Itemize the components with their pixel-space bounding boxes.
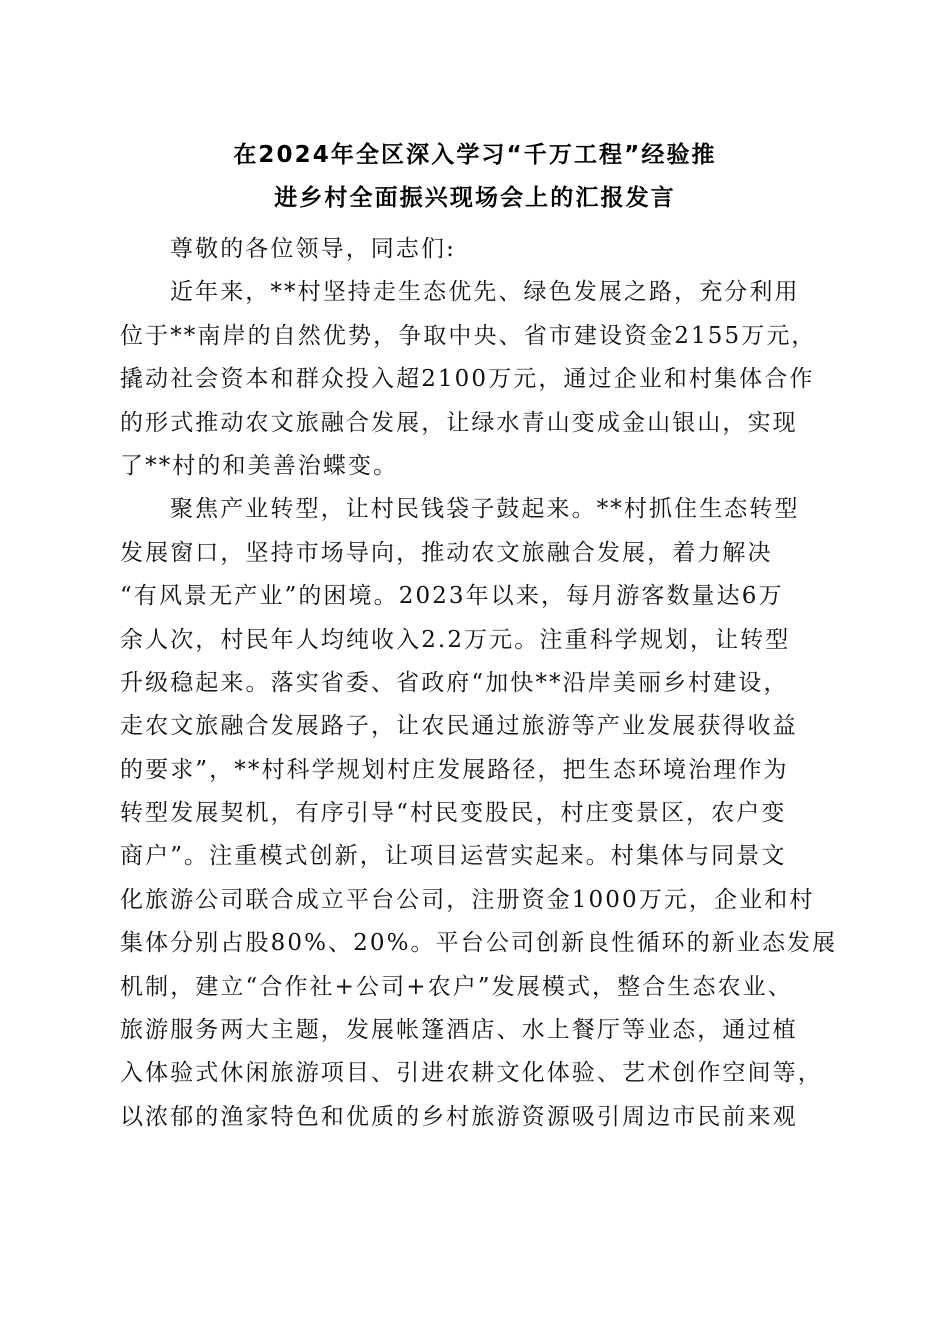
paragraph-line: 余人次，村民年人均纯收入2.2万元。注重科学规划，让转型 <box>120 626 791 653</box>
paragraph-line: 集体分别占股80%、20%。平台公司创新良性循环的新业态发展 <box>120 930 838 957</box>
paragraph-line: 撬动社会资本和群众投入超2100万元，通过企业和村集体合作 <box>120 366 815 393</box>
paragraph-line: 升级稳起来。落实省委、省政府“加快**沿岸美丽乡村建设， <box>120 669 789 696</box>
paragraph-line: 旅游服务两大主题，发展帐篷酒店、水上餐厅等业态，通过植 <box>120 1017 798 1044</box>
paragraph-line: 入体验式休闲旅游项目、引进农耕文化体验、艺术创作空间等， <box>120 1060 823 1087</box>
paragraph-line: 了**村的和美善治蝶变。 <box>120 452 399 479</box>
paragraph-line: 的形式推动农文旅融合发展，让绿水青山变成金山银山，实现 <box>120 409 798 436</box>
salutation: 尊敬的各位领导，同志们: <box>170 236 456 262</box>
document-body <box>120 228 838 1139</box>
paragraph-line: 的要求”，**村科学规划村庄发展路径，把生态环境治理作为 <box>120 756 789 783</box>
title-line: 在2024年全区深入学习“千万工程”经验推 <box>233 142 717 168</box>
paragraph-line: 机制，建立“合作社+公司+农户”发展模式，整合生态农业、 <box>120 973 793 1000</box>
paragraph-intro <box>120 271 830 488</box>
paragraph-line: “有风景无产业”的困境。2023年以来，每月游客数量达6万 <box>120 583 784 610</box>
paragraph-line: 转型发展契机，有序引导“村民变股民，村庄变景区，农户变 <box>120 800 787 827</box>
paragraph-line: 走农文旅融合发展路子，让农民通过旅游等产业发展获得收益 <box>120 713 798 740</box>
paragraph-line: 化旅游公司联合成立平台公司，注册资金1000万元，企业和村 <box>120 886 815 913</box>
paragraph-line: 以浓郁的渔家特色和优质的乡村旅游资源吸引周边市民前来观 <box>120 1103 798 1130</box>
title-line: 进乡村全面振兴现场会上的汇报发言 <box>274 185 676 212</box>
paragraph-line: 位于**南岸的自然优势，争取中央、省市建设资金2155万元， <box>120 322 817 349</box>
paragraph-line: 聚焦产业转型，让村民钱袋子鼓起来。**村抓住生态转型 <box>170 496 800 523</box>
paragraph-line: 商户”。注重模式创新，让项目运营实起来。村集体与同景文 <box>120 843 787 870</box>
paragraph-line: 近年来，**村坚持走生态优先、绿色发展之路，充分利用 <box>170 279 800 306</box>
document-title <box>100 134 850 221</box>
paragraph-line: 发展窗口，坚持市场导向，推动农文旅融合发展，着力解决 <box>120 539 773 566</box>
paragraph-industry-transformation <box>120 488 838 1139</box>
